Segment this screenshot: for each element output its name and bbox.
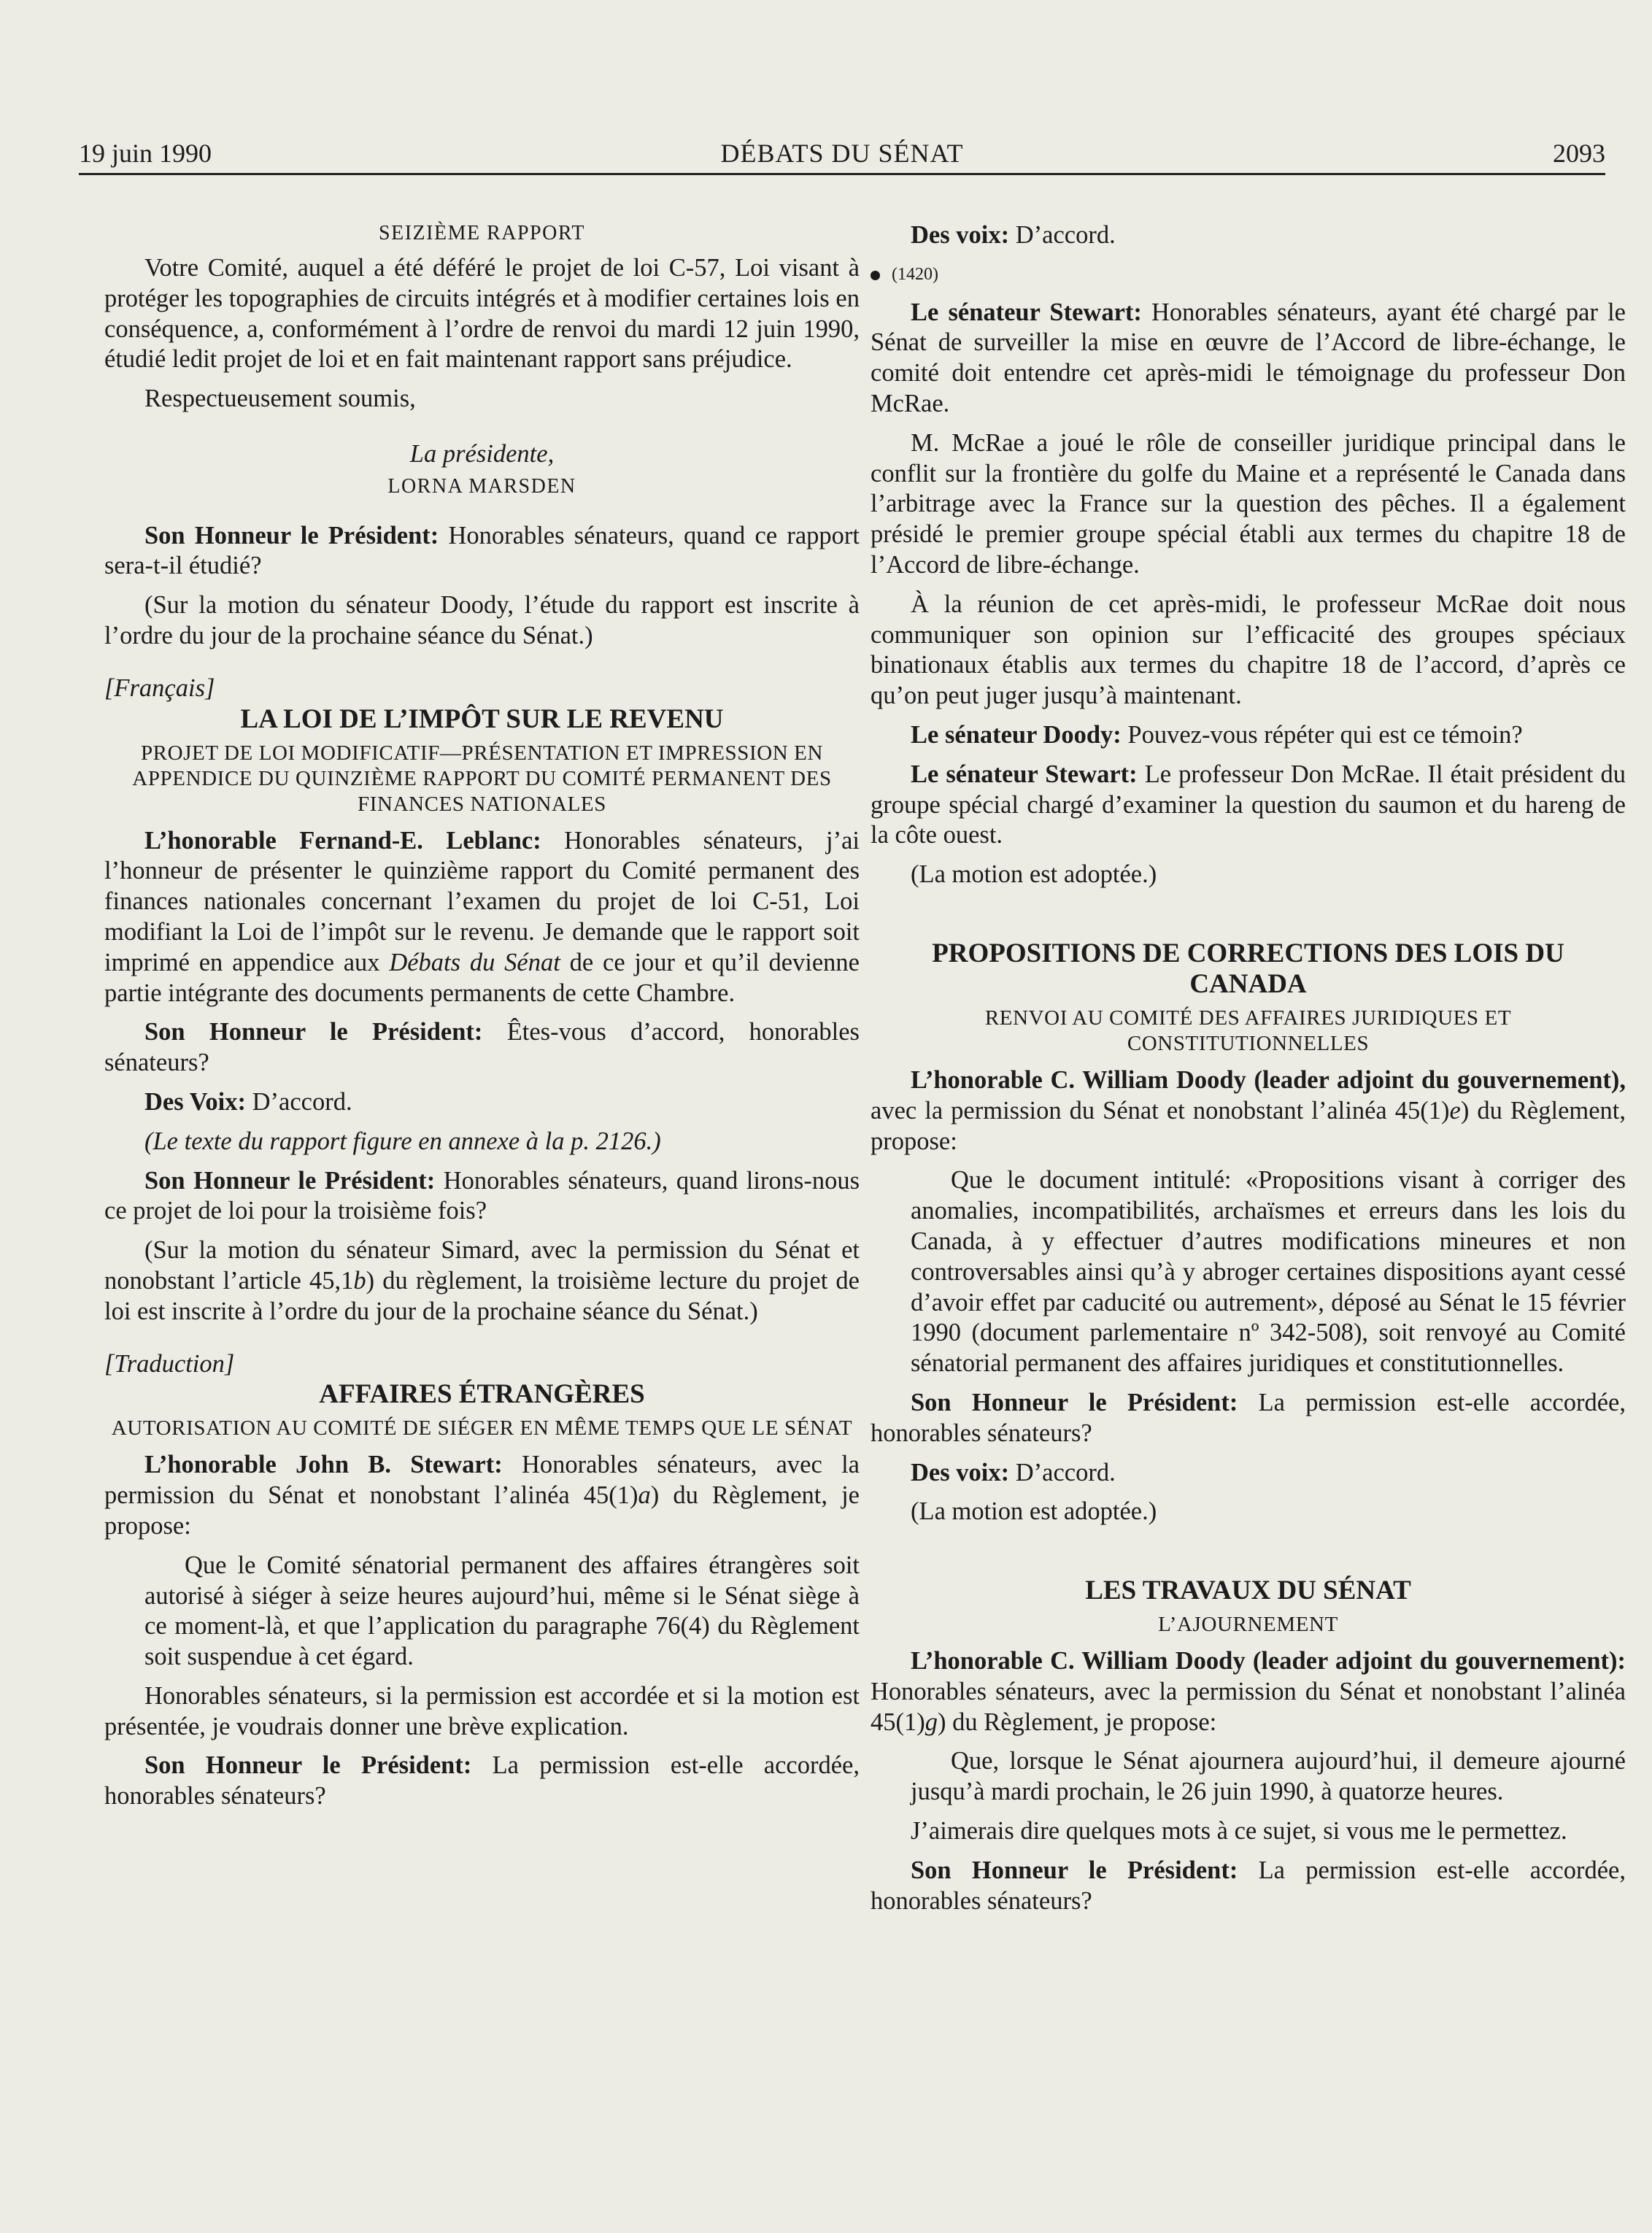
paragraph [871,1458,1626,1489]
right-column [871,220,1626,1925]
speech-italic: Débats du Sénat [389,948,560,976]
speaker-name: Son Honneur le Président: [144,521,439,549]
section-spacer [871,1536,1626,1576]
paragraph [104,1127,860,1157]
motion-quote: Que le document intitulé: «Propositions visant à corriger des anomalies, incompatibilités, archaïsmes et erreurs dans les lois du Canada, à y effectuer d’autres modifications mineures et non controversables ainsi qu’à y abroger certaines dispositions ayant cessé d’avoir effet par caducité ou autrement», déposé au Sénat le 15 février 1990 (document parlementaire nº 342-508), soit renvoyé au Comité sénatorial permanent des affaires juridiques et constitutionnelles. [911,1166,1626,1378]
paragraph [871,1646,1626,1738]
speech-text: ) du Règlement, je propose: [937,1708,1217,1736]
page-header [79,135,1605,175]
speech-italic: e [1449,1096,1461,1125]
speech-text: Honorables sénateurs, j’ai l’honneur de présenter le quinzième rapport du Comité permanent des finances nationales concernant l’examen du projet de loi C-51, Loi modifiant la Loi de l’impôt sur le revenu. Je demande que le rapport soit imprimé en appendice aux [104,826,860,976]
speech-text: Honorables sénateurs, ayant été chargé par le Sénat de surveiller la mise en œuvre de l’Accord de libre-échange, le comité doit entendre cet après-midi le témoignage du professeur Don McRae. [871,298,1626,417]
speech-text: La permission est-elle accordée, honorables sénateurs? [871,1388,1626,1447]
speech-italic: (Le texte du rapport figure en annexe à la p. 2126.) [144,1127,661,1155]
paragraph: (Sur la motion du sénateur Doody, l’étude du rapport est inscrite à l’ordre du jour de la prochaine séance du Sénat.) [104,591,860,649]
speaker-name: L’honorable Fernand-E. Leblanc: [144,826,541,855]
paragraph [104,1166,860,1227]
speech-text: Êtes-vous d’accord, honorables sénateurs? [104,1018,860,1077]
paragraph [104,1087,860,1118]
speaker-name: Son Honneur le Président: [911,1388,1238,1416]
motion-quote: Que, lorsque le Sénat ajournera aujourd’hui, il demeure ajourné jusqu’à mardi prochain, le 26 juin 1990, à quatorze heures. [911,1747,1626,1806]
paragraph [104,826,860,1009]
paragraph [104,521,860,582]
signer-title: La présidente, [409,439,555,468]
speech-italic: a [638,1481,651,1510]
speech-text: avec la permission du Sénat et nonobstant l’alinéa 45(1) [871,1096,1450,1125]
paragraph [871,1388,1626,1449]
header-title: DÉBATS DU SÉNAT [720,139,964,168]
speaker-name: Le sénateur Stewart: [911,760,1138,788]
speaker-name: Des voix: [911,221,1010,249]
speaker-name: Son Honneur le Président: [144,1166,436,1195]
paragraph [871,1065,1626,1157]
section-title: LES TRAVAUX DU SÉNAT [1085,1576,1411,1606]
speech-text: La permission est-elle accordée, honorables sénateurs? [104,1751,860,1810]
speech-text: D’accord. [1009,1458,1116,1486]
speech-text: ) du Règlement, propose: [871,1096,1626,1155]
paragraph [871,720,1626,751]
paragraph: (La motion est adoptée.) [911,860,1157,889]
speech-text: Honorables sénateurs, avec la permission du Sénat et nonobstant l’alinéa 45(1) [104,1451,860,1510]
language-marker: [Traduction] [104,1349,235,1378]
speech-text: ) du règlement, la troisième lecture du projet de loi est inscrite à l’ordre du jour de la prochaine séance du Sénat.) [104,1266,860,1325]
page-number: 2093 [1553,139,1605,168]
paragraph [871,760,1626,851]
speech-text: Pouvez-vous répéter qui est ce témoin? [1121,720,1523,749]
bullet-icon [871,271,880,280]
speaker-name: L’honorable John B. Stewart: [144,1451,503,1479]
speech-italic: b [353,1266,366,1295]
paragraph [104,1235,860,1327]
speech-text: Le professeur Don McRae. Il était président du groupe spécial chargé d’examiner la question du saumon et du hareng de la côte ouest. [871,760,1626,849]
speech-text: D’accord. [245,1087,352,1116]
speaker-name: Son Honneur le Président: [144,1018,483,1046]
speech-text: D’accord. [1009,221,1116,249]
section-subtitle: RENVOI AU COMITÉ DES AFFAIRES JURIDIQUES ET CONSTITUTIONNELLES [984,1006,1512,1055]
speech-text: Honorables sénateurs, quand ce rapport sera-t-il étudié? [104,521,860,580]
speaker-name: Des voix: [911,1458,1010,1486]
paragraph [871,220,1626,251]
report-heading: SEIZIÈME RAPPORT [379,222,585,244]
paragraph [871,298,1626,420]
time-marker [871,260,1626,290]
speaker-name: Son Honneur le Président: [911,1856,1238,1884]
language-marker: [Français] [104,674,215,702]
speaker-name: Son Honneur le Président: [144,1751,472,1780]
paragraph: M. McRae a joué le rôle de conseiller juridique principal dans le conflit sur la frontière du golfe du Maine et a représenté le Canada dans l’arbitrage avec la France sur la question des pêches. Il a également présidé le premier groupe spécial établi aux termes du chapitre 18 de l’Accord de libre-échange. [871,428,1626,579]
paragraph [871,1856,1626,1917]
section-title: LA LOI DE L’IMPÔT SUR LE REVENU [240,703,724,734]
section-subtitle: L’AJOURNEMENT [1158,1613,1338,1637]
section-title: AFFAIRES ÉTRANGÈRES [319,1379,645,1410]
section-title: PROPOSITIONS DE CORRECTIONS DES LOIS DU CANADA [932,938,1564,999]
report-submitted: Respectueusement soumis, [144,385,416,413]
time-marker-text: (1420) [892,264,938,284]
speech-text: La permission est-elle accordée, honorables sénateurs? [871,1856,1626,1915]
left-column [104,220,860,1821]
speech-text: Honorables sénateurs, quand lirons-nous ce projet de loi pour la troisième fois? [104,1166,860,1225]
paragraph: Honorables sénateurs, si la permission est accordée et si la motion est présentée, je voudrais donner une brève explication. [104,1681,860,1740]
speech-text: de ce jour et qu’il devienne partie intégrante des documents permanents de cette Chambre. [104,948,860,1007]
speech-italic: g [925,1708,938,1736]
paragraph: J’aimerais dire quelques mots à ce sujet, si vous me le permettez. [911,1817,1567,1846]
speaker-name: L’honorable C. William Doody (leader adjoint du gouvernement), [911,1065,1626,1094]
paragraph: (La motion est adoptée.) [911,1497,1157,1526]
paragraph [104,1017,860,1079]
section-subtitle: PROJET DE LOI MODIFICATIF—PRÉSENTATION ET IMPRESSION EN APPENDICE DU QUINZIÈME RAPPORT DU COMITÉ PERMANENT DES FINANCES NATIONALES [132,741,832,816]
signer-name: LORNA MARSDEN [387,474,576,498]
paragraph: À la réunion de cet après-midi, le professeur McRae doit nous communiquer son opinion sur l’efficacité des groupes spéciaux binationaux établis aux termes du chapitre 18 de l’accord, d’après ce qu’on peut juger jusqu’à maintenant. [871,590,1626,710]
speaker-name: L’honorable C. William Doody (leader adjoint du gouvernement): [911,1647,1626,1675]
paragraph [104,1751,860,1812]
paragraph [104,1450,860,1541]
speech-text: (Sur la motion du sénateur Simard, avec la permission du Sénat et nonobstant l’article 45,1 [104,1236,860,1295]
motion-quote: Que le Comité sénatorial permanent des affaires étrangères soit autorisé à siéger à seize heures aujourd’hui, même si le Sénat siège à ce moment-là, et que l’application du paragraphe 76(4) du Règlement soit suspendue à cet égard. [144,1551,860,1671]
speaker-name: Le sénateur Stewart: [911,298,1142,326]
section-spacer [871,899,1626,938]
speaker-name: Des Voix: [144,1087,246,1116]
header-date: 19 juin 1990 [79,139,212,168]
section-subtitle: AUTORISATION AU COMITÉ DE SIÉGER EN MÊME TEMPS QUE LE SÉNAT [111,1416,853,1441]
speaker-name: Le sénateur Doody: [911,720,1122,749]
report-body: Votre Comité, auquel a été déféré le projet de loi C-57, Loi visant à protéger les topographies de circuits intégrés et à modifier certaines lois en conséquence, a, conformément à l’ordre de renvoi du mardi 12 juin 1990, étudié ledit projet de loi et en fait maintenant rapport sans préjudice. [104,254,860,374]
speech-text: Honorables sénateurs, avec la permission du Sénat et nonobstant l’alinéa 45(1) [871,1677,1626,1736]
speech-text: ) du Règlement, je propose: [104,1481,860,1540]
